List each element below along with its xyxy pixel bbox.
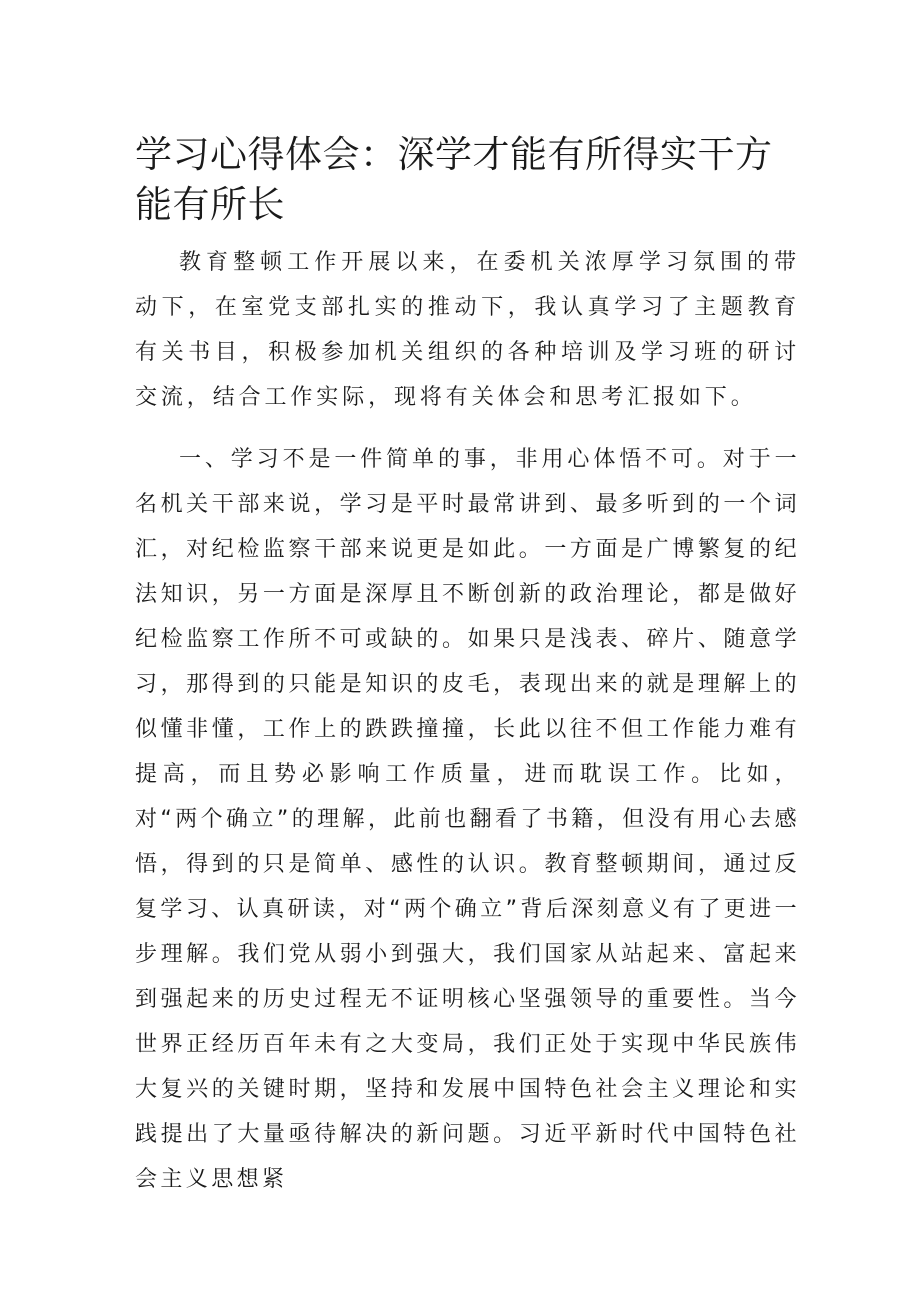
- document-title: 学习心得体会：深学才能有所得实干方能有所长: [135, 133, 773, 226]
- paragraph-intro: 教育整顿工作开展以来，在委机关浓厚学习氛围的带动下，在室党支部扎实的推动下，我认真学习了主题教育有关书目，积极参加机关组织的各种培训及学习班的研讨交流，结合工作实际，现将有关体会和思考汇报如下。: [135, 250, 800, 410]
- document-body: [135, 240, 800, 1202]
- paragraph-section-one: 一、学习不是一件简单的事，非用心体悟不可。对于一名机关干部来说，学习是平时最常讲到、最多听到的一个词汇，对纪检监察干部来说更是如此。一方面是广博繁复的纪法知识，另一方面是深厚且不断创新的政治理论，都是做好纪检监察工作所不可或缺的。如果只是浅表、碎片、随意学习，那得到的只能是知识的皮毛，表现出来的就是理解上的似懂非懂，工作上的跌跌撞撞，长此以往不但工作能力难有提高，而且势必影响工作质量，进而耽误工作。比如，对“两个确立”的理解，此前也翻看了书籍，但没有用心去感悟，得到的只是简单、感性的认识。教育整顿期间，通过反复学习、认真研读，对“两个确立”背后深刻意义有了更进一步理解。我们党从弱小到强大，我们国家从站起来、富起来到强起来的历史过程无不证明核心坚强领导的重要性。当今世界正经历百年未有之大变局，我们正处于实现中华民族伟大复兴的关键时期，坚持和发展中国特色社会主义理论和实践提出了大量亟待解决的新问题。习近平新时代中国特色社会主义思想紧: [135, 447, 800, 1192]
